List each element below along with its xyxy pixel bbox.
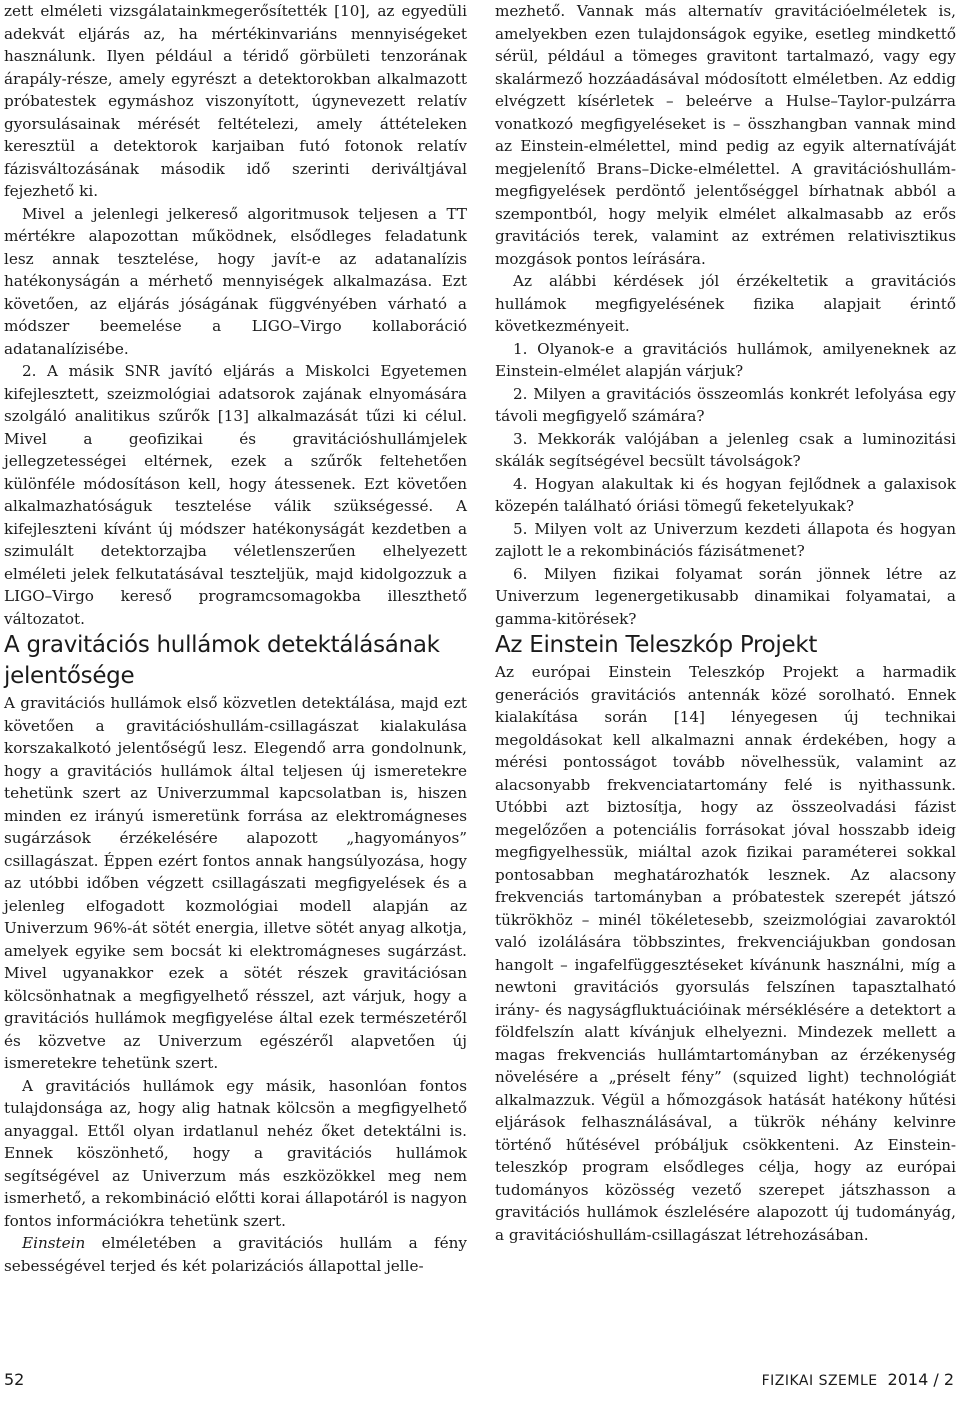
question-item: 1. Olyanok-e a gravitációs hullámok, amilyeneknek az Einstein-elmélet alapján várjuk? xyxy=(495,339,956,380)
section-heading-significance: A gravitációs hullámok detektálásának jelentősége xyxy=(4,632,440,689)
question-item: 2. Milyen a gravitációs összeomlás konkrét lefolyása egy távoli megfigyelő számára? xyxy=(495,384,956,425)
body-paragraph: Az európai Einstein Teleszkóp Projekt a harmadik generációs gravitációs antennák közé sorolható. Ennek kialakítása során [14] lényegesen új technikai megoldásokat kell alkalmazni annak érdekében, hogy a mérési pontosságot tovább növelhessük, valamint az alacsonyabb frekvenciatartomány felé is nyithassunk. Utóbbi azt biztosítja, hogy az összeolvadási fázist megelőzően a potenciális forrásokat jóval hosszabb ideig megfigyelhessük, miáltal azok fizikai paraméterei sokkal pontosabban meghatározhatók lesznek. Az alacsony frekvenciás tartományban a próbatestek szerepét játszó tükrökhöz – minél tökéletesebb, szeizmológiai zavaroktól való izolálására többszintes, frekvenciájukban gondosan hangolt – ingafelfüggesztéseket kívánunk használni, míg a newtoni gravitációs gyorsulás felszínen tapasztalható irány- és nagyságfluktuációinak mérséklésére a detektort a földfelszín alatt kívánjuk elhelyezni. Mindezek mellett a magas frekvenciás hullámtartományban az érzékenység növelésére a „préselt fény” (squized light) technológiát alkalmazzuk. Végül a hőmozgások hatását hatékony hűtési eljárások felhasználásával, a tükrök néhány kelvinre történő hűtésével próbáljuk csökkenteni. Az Einstein-teleszkóp program elsődleges célja, hogy az európai tudományos közösség vezető szerepet játszhasson a gravitációs hullámok észlelésére alapozott új tudományág, a gravitációshullám-csillagászat létrehozásában. xyxy=(495,663,956,1244)
body-paragraph: zett elméleti vizsgálatainkmegerősítették [10], az egyedüli adekvát eljárás az, ha mértékinvariáns mennyiségeket használunk. Ilyen például a téridő görbületi tenzorának árapály-része, amely egyrészt a detektorokban alkalmazott próbatestek egymáshoz viszonyított, úgynevezett relatív gyorsulásainak mérését feltételezi, amely áttételeken keresztül a detektorok karjaiban futó fotonok relatív fázisváltozásának második idő szerinti deriváltjával fejezhető ki. xyxy=(4,2,467,200)
body-paragraph: A gravitációs hullámok egy másik, hasonlóan fontos tulajdonsága az, hogy alig hatnak kölcsön a megfigyelhető anyaggal. Ettől olyan irdatlanul nehéz őket detektálni is. Ennek köszönhető, hogy a gravitációs hullámok segítségével az Univerzum más eszközökkel meg nem ismerhető, a rekombináció előtti korai állapotáról is nagyon fontos információkra tehetünk szert. xyxy=(4,1076,467,1230)
left-column xyxy=(4,0,467,1277)
body-paragraph: Mivel a jelenlegi jelkereső algoritmusok teljesen a TT mértékre alapozottan működnek, elsődleges feladatunk lesz annak tesztelése, hogy javít-e az adatanalízis hatékonyságán a mérhető mennyiségek alkalmazása. Ezt követően, az eljárás jóságának függvényében várható a módszer beemelése a LIGO–Virgo kollaboráció adatanalízisébe. xyxy=(4,204,467,358)
page-number: 52 xyxy=(4,1370,25,1389)
section-heading-einstein-telescope: Az Einstein Teleszkóp Projekt xyxy=(495,632,818,658)
journal-issue: 2014 / 2 xyxy=(887,1370,954,1389)
body-paragraph: Az alábbi kérdések jól érzékeltetik a gravitációs hullámok megfigyelésének fizika alapjait érintő következményeit. xyxy=(495,272,956,335)
right-column xyxy=(495,0,956,1246)
page-footer xyxy=(0,1370,960,1394)
body-paragraph xyxy=(4,1232,467,1277)
paragraph-text: elméletében a gravitációs hullám a fény sebességével terjed és két polarizációs állapottal jelle- xyxy=(4,1234,467,1275)
question-item: 5. Milyen volt az Univerzum kezdeti állapota és hogyan zajlott le a rekombinációs fázisátmenet? xyxy=(495,519,956,560)
question-item: 4. Hogyan alakultak ki és hogyan fejlődnek a galaxisok közepén található óriási tömegű feketelyukak? xyxy=(495,474,956,515)
italic-name: Einstein xyxy=(22,1234,86,1252)
journal-name: FIZIKAI SZEMLE xyxy=(761,1373,878,1389)
body-paragraph: mezhető. Vannak más alternatív gravitációelméletek is, amelyekben ezen tulajdonságok egyike, esetleg mindkettő sérül, például a tömeges gravitont tartalmazó, vagy egy skalármező hozzáadásával módosított elméletben. Az eddig elvégzett kísérletek – beleérve a Hulse–Taylor-pulzárra vonatkozó megfigyeléseket is – összhangban vannak mind az Einstein-elmélettel, mind pedig az egyik alternatíváját megjelenítő Brans–Dicke-elmélettel. A gravitációshullám-megfigyelések perdöntő jelentőséggel bírhatnak abból a szempontból, hogy melyik elmélet alkalmasabb az erős gravitációs terek, valamint az extrémen relativisztikus mozgások pontos leírására. xyxy=(495,2,956,268)
body-paragraph: 2. A másik SNR javító eljárás a Miskolci Egyetemen kifejlesztett, szeizmológiai adatsorok zajának elnyomására szolgáló analitikus szűrők [13] alkalmazását tűzi ki célul. Mivel a geofizikai és gravitációshullámjelek jellegzetességei eltérnek, ezek a szűrők feltehetően különféle módosításon kell, hogy átessenek. Ezt követően alkalmazhatóságuk tesztelése válik szükségessé. A kifejleszteni kívánt új módszer hatékonyságát kezdetben a szimulált detektorzajba véletlenszerűen elhelyezett elméleti jelek felkutatásával teszteljük, majd kidolgozzuk a LIGO–Virgo kereső programcsomagokba illeszthető változatot. xyxy=(4,362,467,628)
journal-title xyxy=(762,1370,954,1389)
body-paragraph: A gravitációs hullámok első közvetlen detektálása, majd ezt követően a gravitációshullám-csillagászat kialakulása korszakalkotó jelentőségű lesz. Elegendő arra gondolnunk, hogy a gravitációs hullámok által teljesen új ismeretekre tehetünk szert az Univerzummal kapcsolatban is, hiszen minden ez irányú ismeretünk forrása az elektromágneses sugárzások érzékelésére alapozott „hagyományos” csillagászat. Éppen ezért fontos annak hangsúlyozása, hogy az utóbbi időben végzett csillagászati megfigyelések és a jelenleg elfogadott kozmológiai modell alapján az Univerzum 96%-át sötét energia, illetve sötét anyag alkotja, amelyek egyike sem bocsát ki elektromágneses sugárzást. Mivel ugyanakkor ezek a sötét részek gravitációsan kölcsönhatnak a megfigyelhető résszel, azt várjuk, hogy a gravitációs hullámok megfigyelése által ezek természetéről és közvetve az Univerzum egészéről alapvetően új ismeretekre tehetünk szert. xyxy=(4,694,467,1072)
question-item: 6. Milyen fizikai folyamat során jönnek létre az Univerzum legenergetikusabb dinamikai folyamatai, a gamma-kitörések? xyxy=(495,564,956,628)
question-item: 3. Mekkorák valójában a jelenleg csak a luminozitási skálák segítségével becsült távolságok? xyxy=(495,429,956,470)
